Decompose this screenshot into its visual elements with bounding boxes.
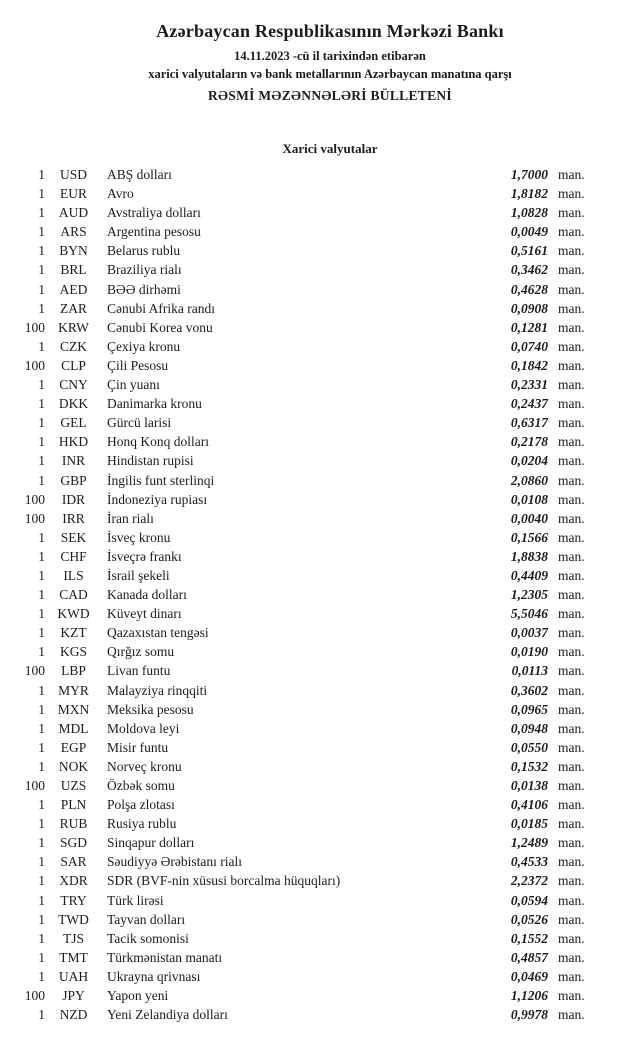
currency-code: TRY [60,892,87,908]
currency-name: Çin yuanı [107,377,160,393]
quantity: 100 [24,510,45,526]
quantity: 1 [38,1007,45,1023]
currency-name: Küveyt dinarı [107,606,182,622]
currency-name: İran rialı [107,510,154,526]
unit-label: man. [558,1007,585,1023]
unit-label: man. [558,415,585,431]
unit-label: man. [558,167,585,182]
table-row [0,356,596,375]
quantity: 1 [38,758,45,774]
table-row [0,852,596,871]
rate-value: 1,0828 [510,205,548,221]
currency-code: IRR [62,510,85,526]
quantity: 1 [38,949,45,965]
unit-label: man. [558,701,585,717]
quantity: 1 [38,415,45,431]
quantity: 1 [38,797,45,813]
currency-code: JPY [62,988,85,1004]
unit-label: man. [558,892,585,908]
rate-value: 0,0185 [510,816,548,832]
quantity: 1 [38,529,45,545]
quantity: 1 [38,396,45,412]
table-row [0,222,596,241]
bulletin-header [0,0,620,104]
currency-code: CHF [60,548,87,564]
currency-name: Misir funtu [107,739,169,755]
currency-code: KGS [59,644,87,660]
rate-value: 0,1281 [510,319,548,335]
rate-value: 0,6317 [510,415,548,431]
currency-code: TMT [59,949,88,965]
table-row [0,814,596,833]
rate-value: 0,0138 [510,778,548,793]
currency-code: EUR [60,186,87,202]
currency-name: Avstraliya dolları [107,205,201,221]
bulletin-subtitle: xarici valyutaların və bank metallarının Azərbaycan manatına qarşı [148,67,512,81]
unit-label: man. [558,797,585,813]
unit-label: man. [558,186,585,202]
currency-code: AUD [58,205,89,221]
currency-code: CAD [59,587,88,603]
rate-value: 5,5046 [510,606,548,622]
unit-label: man. [558,854,585,870]
rate-value: 0,2331 [510,377,548,393]
currency-name: Belarus rublu [107,243,181,259]
quantity: 1 [38,930,45,946]
table-row [0,490,596,509]
quantity: 1 [38,300,45,316]
table-row [0,471,596,490]
unit-label: man. [558,529,585,545]
rate-value: 0,1532 [510,758,548,774]
quantity: 1 [38,281,45,297]
currency-name: Rusiya rublu [107,816,177,832]
rate-value: 0,0040 [510,510,548,526]
table-row [0,986,596,1005]
quantity: 100 [24,988,45,1004]
rate-value: 0,0908 [510,300,548,316]
unit-label: man. [558,338,585,354]
currency-code: NOK [58,758,89,774]
quantity: 1 [38,205,45,221]
rate-value: 1,2305 [510,587,548,603]
table-row [0,241,596,260]
currency-code: UAH [58,968,89,984]
currency-code: TWD [58,911,89,927]
currency-code: ILS [63,567,84,583]
unit-label: man. [558,472,585,488]
currency-name: Yeni Zelandiya dolları [107,1007,228,1023]
table-row [0,623,596,642]
quantity: 1 [38,739,45,755]
currency-name: BƏƏ dirhəmi [107,281,181,297]
rate-value: 0,3462 [510,262,548,278]
quantity: 1 [38,167,45,182]
quantity: 1 [38,224,45,240]
table-row [0,642,596,661]
table-row [0,337,596,356]
unit-label: man. [558,739,585,755]
currency-name: Honq Konq dolları [107,434,209,450]
currency-name: Yapon yeni [107,988,169,1004]
currency-name: Tayvan dolları [107,911,186,927]
table-row [0,967,596,986]
quantity: 1 [38,720,45,736]
quantity: 1 [38,548,45,564]
rate-value: 1,8182 [510,186,548,202]
currency-name: Malayziya rinqqiti [107,682,208,698]
rate-value: 0,0550 [510,739,548,755]
unit-label: man. [558,510,585,526]
quantity: 1 [38,338,45,354]
currency-code: XDR [59,873,88,889]
currency-name: Səudiyyə Ərəbistanı rialı [107,854,242,870]
currency-name: İngilis funt sterlinqi [107,472,215,488]
table-row [0,280,596,299]
rate-value: 0,2437 [510,396,548,412]
unit-label: man. [558,911,585,927]
table-row [0,165,596,184]
table-row [0,738,596,757]
currency-code: MXN [57,701,90,717]
rate-value: 0,0113 [511,663,548,679]
currency-code: RUB [59,816,88,832]
rate-value: 0,4106 [510,797,548,813]
rate-value: 0,0037 [510,625,548,641]
unit-label: man. [558,319,585,335]
unit-label: man. [558,548,585,564]
unit-label: man. [558,491,585,507]
currency-code: GBP [60,472,87,488]
currency-code: CNY [59,377,88,393]
unit-label: man. [558,300,585,316]
rate-value: 0,0204 [510,453,548,469]
table-row [0,910,596,929]
currency-name: Çexiya kronu [107,338,181,354]
quantity: 1 [38,377,45,393]
quantity: 100 [24,491,45,507]
currency-code: SGD [59,835,87,851]
quantity: 1 [38,701,45,717]
currency-name: Danimarka kronu [107,396,202,412]
unit-label: man. [558,663,585,679]
rate-value: 0,9978 [510,1007,548,1023]
table-row [0,413,596,432]
quantity: 1 [38,472,45,488]
currency-name: Cənubi Korea vonu [107,319,213,335]
table-row [0,948,596,967]
unit-label: man. [558,968,585,984]
quantity: 1 [38,644,45,660]
table-row [0,891,596,910]
table-row [0,757,596,776]
rate-value: 0,2178 [510,434,548,450]
table-row [0,700,596,719]
table-row [0,432,596,451]
quantity: 1 [38,567,45,583]
table-row [0,509,596,528]
currency-name: Avro [107,186,134,202]
unit-label: man. [558,281,585,297]
unit-label: man. [558,720,585,736]
unit-label: man. [558,758,585,774]
unit-label: man. [558,434,585,450]
currency-name: Tacik somonisi [107,930,189,946]
rate-value: 0,0594 [510,892,548,908]
currency-name: Özbək somu [107,778,175,793]
currency-code: ARS [60,224,87,240]
rate-value: 0,1842 [510,357,548,373]
currency-name: SDR (BVF-nin xüsusi borcalma hüquqları) [107,873,341,889]
unit-label: man. [558,988,585,1004]
quantity: 1 [38,587,45,603]
currency-name: İndoneziya rupiası [107,491,208,507]
exchange-rates-table [0,165,620,1024]
currency-name: Hindistan rupisi [107,453,194,469]
table-row [0,318,596,337]
table-row [0,375,596,394]
quantity: 1 [38,262,45,278]
currency-name: Gürcü larisi [107,415,172,431]
rate-value: 0,0740 [510,338,548,354]
table-row [0,184,596,203]
table-row [0,528,596,547]
currency-name: İsveç kronu [107,529,171,545]
currency-code: USD [59,167,87,182]
table-row [0,795,596,814]
currency-code: HKD [58,434,89,450]
effective-date-line: 14.11.2023 -cü il tarixindən etibarən [234,49,426,63]
rate-value: 0,1566 [510,529,548,545]
table-row [0,833,596,852]
unit-label: man. [558,224,585,240]
table-row [0,547,596,566]
currency-code: SAR [60,854,87,870]
quantity: 1 [38,453,45,469]
table-row [0,929,596,948]
currency-name: Moldova leyi [107,720,180,736]
rate-value: 0,4857 [510,949,548,965]
quantity: 1 [38,816,45,832]
bulletin-title: RƏSMİ MƏZƏNNƏLƏRİ BÜLLETENİ [207,88,452,103]
currency-name: ABŞ dolları [107,167,172,182]
unit-label: man. [558,778,585,793]
currency-code: KRW [58,319,89,335]
currency-code: BYN [59,243,88,259]
currency-name: Türk lirəsi [107,892,164,908]
currency-code: LBP [61,663,86,679]
rate-value: 0,0526 [510,911,548,927]
rate-value: 0,0469 [510,968,548,984]
unit-label: man. [558,453,585,469]
rate-value: 0,3602 [510,682,548,698]
table-row [0,871,596,890]
currency-name: İsveçrə frankı [107,548,182,564]
currency-code: GEL [60,415,87,431]
currency-name: Türkmənistan manatı [107,949,223,965]
unit-label: man. [558,949,585,965]
rate-value: 0,0190 [510,644,548,660]
currency-code: CZK [60,338,87,354]
currency-name: Kanada dolları [107,587,187,603]
table-row [0,260,596,279]
currency-name: Qazaxıstan tengəsi [107,625,209,641]
unit-label: man. [558,682,585,698]
currency-code: SEK [60,529,87,545]
currency-name: Sinqapur dolları [107,835,195,851]
unit-label: man. [558,567,585,583]
currency-name: Cənubi Afrika randı [107,300,215,316]
quantity: 1 [38,434,45,450]
rate-value: 0,4533 [510,854,548,870]
unit-label: man. [558,243,585,259]
unit-label: man. [558,930,585,946]
rate-value: 1,2489 [510,835,548,851]
currency-name: İsrail şekeli [107,567,170,583]
table-row [0,394,596,413]
currency-code: IDR [61,491,86,507]
currency-name: Braziliya rialı [107,262,182,278]
currency-code: KZT [60,625,87,641]
unit-label: man. [558,625,585,641]
unit-label: man. [558,644,585,660]
rate-value: 1,1206 [510,988,548,1004]
rate-value: 0,1552 [510,930,548,946]
currency-code: CLP [61,357,86,373]
currency-code: NZD [59,1007,88,1023]
table-row [0,776,596,795]
unit-label: man. [558,835,585,851]
rate-value: 0,5161 [510,243,548,259]
quantity: 1 [38,625,45,641]
rate-value: 1,7000 [510,167,548,182]
currency-code: AED [59,281,88,297]
currency-code: MYR [58,682,89,698]
currency-name: Ukrayna qrivnası [107,968,201,984]
table-row [0,681,596,700]
currency-code: ZAR [60,300,87,316]
quantity: 1 [38,243,45,259]
rate-value: 0,4628 [510,281,548,297]
unit-label: man. [558,262,585,278]
quantity: 100 [24,778,45,793]
rate-value: 0,0965 [510,701,548,717]
quantity: 100 [24,357,45,373]
quantity: 1 [38,873,45,889]
rate-value: 0,4409 [510,567,548,583]
currency-code: KWD [57,606,90,622]
table-row [0,451,596,470]
unit-label: man. [558,377,585,393]
currency-name: Meksika pesosu [107,701,194,717]
currency-name: Qırğız somu [107,644,175,660]
unit-label: man. [558,606,585,622]
unit-label: man. [558,587,585,603]
rate-value: 2,0860 [510,472,548,488]
section-title-foreign-currencies: Xarici valyutalar [282,141,378,156]
table-row [0,1005,596,1024]
currency-code: EGP [60,739,87,755]
currency-code: TJS [62,930,84,946]
quantity: 100 [24,663,45,679]
table-row [0,566,596,585]
currency-code: UZS [60,778,87,793]
quantity: 1 [38,968,45,984]
table-row [0,585,596,604]
unit-label: man. [558,357,585,373]
unit-label: man. [558,816,585,832]
rate-value: 2,2372 [510,873,548,889]
rate-value: 0,0049 [510,224,548,240]
currency-name: Argentina pesosu [107,224,201,240]
currency-code: MDL [58,720,89,736]
currency-code: BRL [60,262,87,278]
unit-label: man. [558,396,585,412]
quantity: 1 [38,186,45,202]
rate-value: 1,8838 [510,548,548,564]
table-row [0,299,596,318]
quantity: 1 [38,911,45,927]
table-row [0,604,596,623]
currency-name: Livan funtu [107,663,171,679]
rate-value: 0,0948 [510,720,548,736]
unit-label: man. [558,205,585,221]
table-row [0,719,596,738]
quantity: 1 [38,892,45,908]
currency-code: INR [61,453,86,469]
unit-label: man. [558,873,585,889]
quantity: 1 [38,854,45,870]
rate-value: 0,0108 [510,491,548,507]
bank-name-title: Azərbaycan Respublikasının Mərkəzi Bankı [156,21,504,41]
currency-code: DKK [58,396,89,412]
currency-name: Polşa zlotası [107,797,175,813]
quantity: 1 [38,682,45,698]
currency-name: Norveç kronu [107,758,182,774]
quantity: 1 [38,835,45,851]
quantity: 100 [24,319,45,335]
currency-code: PLN [60,797,87,813]
quantity: 1 [38,606,45,622]
currency-name: Çili Pesosu [107,357,169,373]
table-row [0,203,596,222]
table-row [0,661,596,680]
